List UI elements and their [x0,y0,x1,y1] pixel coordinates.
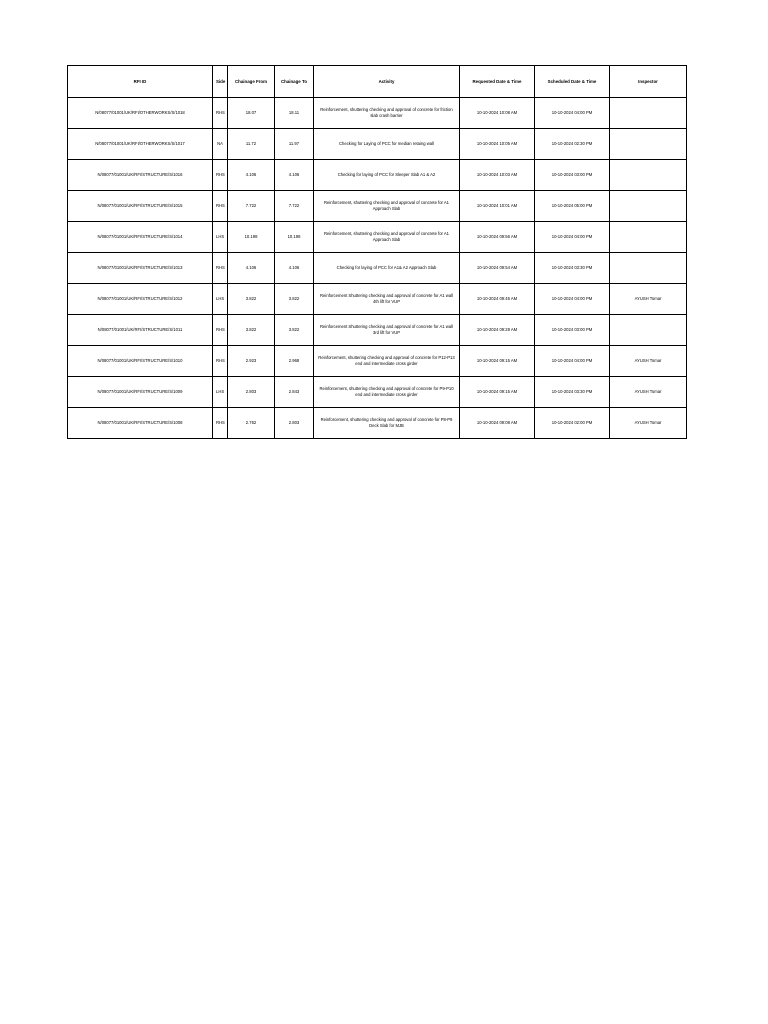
cell-activity: Reinforcement Shuttering checking and approval of concrete for A1 wall 3rd lift for VUP [314,315,460,346]
table-row [68,408,687,439]
cell-chainage-to: 4.106 [275,253,314,284]
cell-chainage-to: 3.822 [275,315,314,346]
cell-chainage-to: 4.106 [275,160,314,191]
cell-chainage-from: 2.762 [228,408,275,439]
cell-inspector [610,222,687,253]
cell-chainage-from: 2.923 [228,346,275,377]
cell-requested: 10-10-2024 09:15 AM [460,346,535,377]
cell-chainage-to: 2.803 [275,408,314,439]
cell-inspector [610,191,687,222]
cell-rfi-id: N/08077/01001/UK/RFI/STRUCTURE/S/1011 [68,315,213,346]
cell-requested: 10-10-2024 09:56 AM [460,222,535,253]
cell-requested: 10-10-2024 09:15 AM [460,377,535,408]
cell-requested: 10-10-2024 09:08 AM [460,408,535,439]
cell-activity: Reinforcement Shuttering checking and approval of concrete for A1 wall 4th lift for VUP [314,284,460,315]
cell-requested: 10-10-2024 09:28 AM [460,315,535,346]
cell-side: LHS [213,377,228,408]
cell-inspector [610,160,687,191]
cell-chainage-to: 10.198 [275,222,314,253]
cell-chainage-to: 18.11 [275,98,314,129]
table-row [68,129,687,160]
cell-side: RHS [213,160,228,191]
header-rfi-id: RFI ID [68,66,213,98]
header-scheduled: Scheduled Date & Time [535,66,610,98]
cell-chainage-from: 10.198 [228,222,275,253]
table-row [68,253,687,284]
cell-requested: 10-10-2024 10:03 AM [460,160,535,191]
table-header-row [68,66,687,98]
cell-scheduled: 10-10-2024 03:00 PM [535,315,610,346]
cell-activity: Reinforcement, shuttering checking and approval of concrete for P8-P9 Deck Slab for MJB [314,408,460,439]
rfi-table [67,65,687,439]
cell-inspector: AYUSH Tomar [610,284,687,315]
header-chainage-from: Chainage From [228,66,275,98]
cell-rfi-id: N/08077/01001/UK/RFI/STRUCTURE/S/1012 [68,284,213,315]
cell-chainage-to: 2.968 [275,346,314,377]
cell-chainage-from: 4.106 [228,160,275,191]
cell-scheduled: 10-10-2024 03:30 PM [535,253,610,284]
cell-side: LHS [213,222,228,253]
cell-inspector [610,253,687,284]
cell-scheduled: 10-10-2024 04:00 PM [535,346,610,377]
cell-inspector [610,98,687,129]
cell-rfi-id: N/08077/01001/UK/RFI/STRUCTURE/S/1009 [68,377,213,408]
cell-requested: 10-10-2024 10:01 AM [460,191,535,222]
cell-side: RHS [213,98,228,129]
cell-scheduled: 10-10-2024 04:00 PM [535,98,610,129]
cell-activity: Checking for laying of PCC for Sleeper Slab A1 & A2 [314,160,460,191]
cell-scheduled: 10-10-2024 03:30 PM [535,377,610,408]
cell-inspector [610,129,687,160]
table-row [68,191,687,222]
cell-inspector: AYUSH Tomar [610,346,687,377]
cell-activity: Reinforcement, shuttering checking and approval of concrete for P12-P13 end and intermediate cross girder [314,346,460,377]
cell-scheduled: 10-10-2024 05:00 PM [535,191,610,222]
cell-scheduled: 10-10-2024 02:00 PM [535,408,610,439]
header-inspector: Inspector [610,66,687,98]
header-activity: Activity [314,66,460,98]
cell-activity: Reinforcement, shuttering checking and approval of concrete for A1 Approach Slab [314,222,460,253]
cell-rfi-id: N/08077/01001/UK/RFI/STRUCTURE/S/1008 [68,408,213,439]
cell-side: NA [213,129,228,160]
table-row [68,98,687,129]
header-chainage-to: Chainage To [275,66,314,98]
header-side: Side [213,66,228,98]
cell-rfi-id: N/08077/01001/UK/RFI/STRUCTURE/S/1010 [68,346,213,377]
cell-inspector: AYUSH Tomar [610,377,687,408]
cell-activity: Reinforcement, shuttering checking and approval of concrete for P9-P10 end and intermediate cross girder [314,377,460,408]
cell-requested: 10-10-2024 09:45 AM [460,284,535,315]
cell-activity: Checking for Laying of PCC for median retaing wall [314,129,460,160]
cell-chainage-to: 3.822 [275,284,314,315]
cell-side: RHS [213,346,228,377]
cell-scheduled: 10-10-2024 02:30 PM [535,129,610,160]
cell-chainage-to: 11.97 [275,129,314,160]
cell-scheduled: 10-10-2024 03:00 PM [535,160,610,191]
cell-rfi-id: N/08077/01001/UK/RFI/STRUCTURE/S/1013 [68,253,213,284]
cell-scheduled: 10-10-2024 04:00 PM [535,284,610,315]
table-row [68,315,687,346]
cell-chainage-to: 7.722 [275,191,314,222]
cell-chainage-from: 3.822 [228,284,275,315]
cell-side: RHS [213,253,228,284]
table-row [68,284,687,315]
cell-side: RHS [213,191,228,222]
cell-requested: 10-10-2024 10:05 AM [460,129,535,160]
cell-chainage-from: 18.07 [228,98,275,129]
cell-inspector [610,315,687,346]
cell-activity: Reinforcement, shuttering checking and approval of concrete for friction slab crash barrier [314,98,460,129]
table-row [68,377,687,408]
cell-rfi-id: N/08077/01001/UK/RFI/STRUCTURE/S/1015 [68,191,213,222]
cell-side: RHS [213,315,228,346]
cell-rfi-id: N/08077/01001/UK/RFI/OTHERWORKS/S/1017 [68,129,213,160]
cell-chainage-to: 2.843 [275,377,314,408]
cell-chainage-from: 11.72 [228,129,275,160]
cell-chainage-from: 2.803 [228,377,275,408]
header-requested: Requested Date & Time [460,66,535,98]
table-row [68,346,687,377]
cell-rfi-id: N/08077/01001/UK/RFI/STRUCTURE/S/1014 [68,222,213,253]
cell-chainage-from: 7.722 [228,191,275,222]
cell-inspector: AYUSH Tomar [610,408,687,439]
cell-side: LHS [213,284,228,315]
cell-chainage-from: 4.106 [228,253,275,284]
cell-requested: 10-10-2024 09:54 AM [460,253,535,284]
cell-chainage-from: 3.822 [228,315,275,346]
cell-rfi-id: N/08077/01001/UK/RFI/OTHERWORKS/S/1018 [68,98,213,129]
cell-requested: 10-10-2024 10:08 AM [460,98,535,129]
cell-rfi-id: N/08077/01001/UK/RFI/STRUCTURE/S/1016 [68,160,213,191]
table-row [68,160,687,191]
cell-activity: Checking for laying of PCC for A1& A2 Approach Slab [314,253,460,284]
cell-activity: Reinforcement, shuttering checking and approval of concrete for A1 Approach Slab [314,191,460,222]
cell-side: RHS [213,408,228,439]
table-row [68,222,687,253]
cell-scheduled: 10-10-2024 04:00 PM [535,222,610,253]
